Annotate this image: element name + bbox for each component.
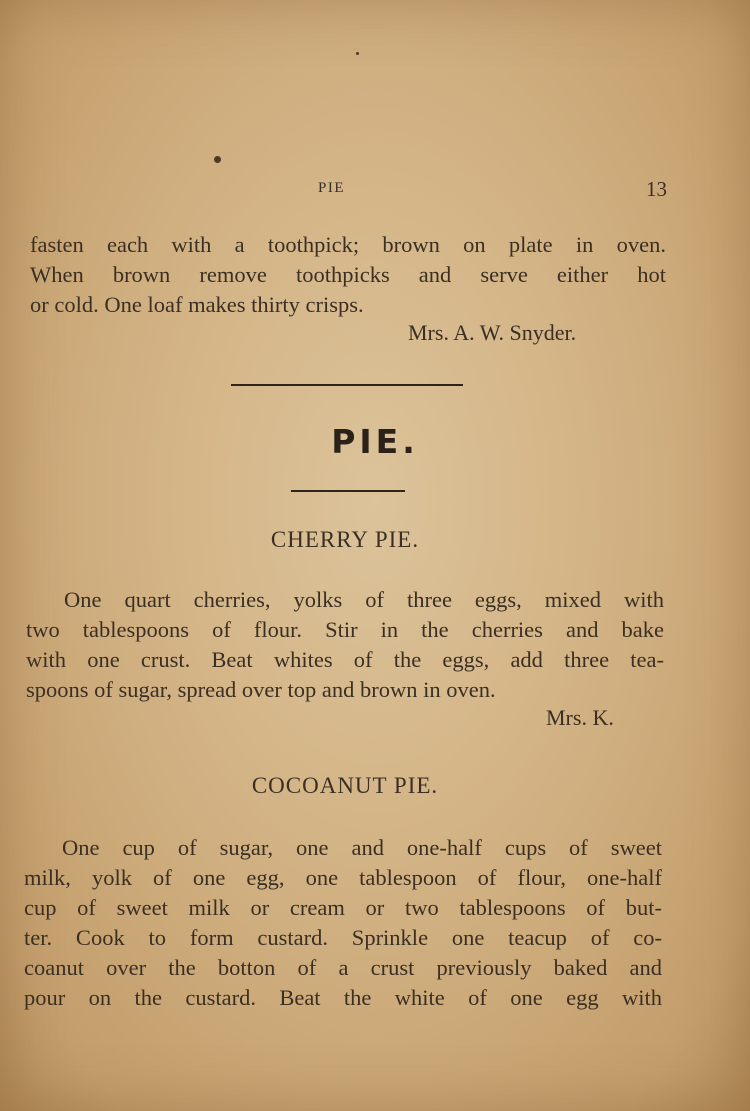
text-line: with one crust. Beat whites of the eggs, add three tea- [26, 647, 664, 672]
text-line: two tablespoons of flour. Stir in the cherries and bake [26, 617, 664, 642]
ink-speck [356, 52, 359, 55]
text-line: cup of sweet milk or cream or two tablespoons of but- [24, 895, 662, 920]
cherry-pie-text [26, 585, 664, 705]
ink-speck [214, 156, 221, 163]
text-line: or cold. One loaf makes thirty crisps. [30, 292, 364, 317]
recipe-signature: Mrs. A. W. Snyder. [408, 320, 577, 345]
recipe-title-cherry-pie: CHERRY PIE. [270, 527, 420, 552]
page-number: 13 [646, 177, 667, 201]
text-line: milk, yolk of one egg, one tablespoon of flour, one-half [24, 865, 662, 890]
text-line: ter. Cook to form custard. Sprinkle one teacup of co- [24, 925, 662, 950]
recipe-signature: Mrs. K. [546, 705, 614, 730]
section-title: PIE. [331, 422, 419, 461]
recipe-title-cocoanut-pie: COCOANUT PIE. [251, 773, 439, 798]
continued-recipe-text [30, 230, 666, 320]
section-divider-bottom [291, 490, 405, 492]
text-line: spoons of sugar, spread over top and brown in oven. [26, 677, 496, 702]
text-line: coanut over the botton of a crust previously baked and [24, 955, 662, 980]
running-head [0, 177, 750, 204]
text-line: One cup of sugar, one and one-half cups of sweet [62, 835, 662, 860]
text-line: pour on the custard. Beat the white of one egg with [24, 985, 662, 1010]
text-line: fasten each with a toothpick; brown on plate in oven. [30, 232, 666, 257]
text-line: When brown remove toothpicks and serve either hot [30, 262, 666, 287]
running-head-title: PIE [318, 180, 345, 196]
section-divider-top [231, 384, 463, 386]
text-line: One quart cherries, yolks of three eggs, mixed with [64, 587, 664, 612]
cocoanut-pie-text [24, 833, 662, 1013]
